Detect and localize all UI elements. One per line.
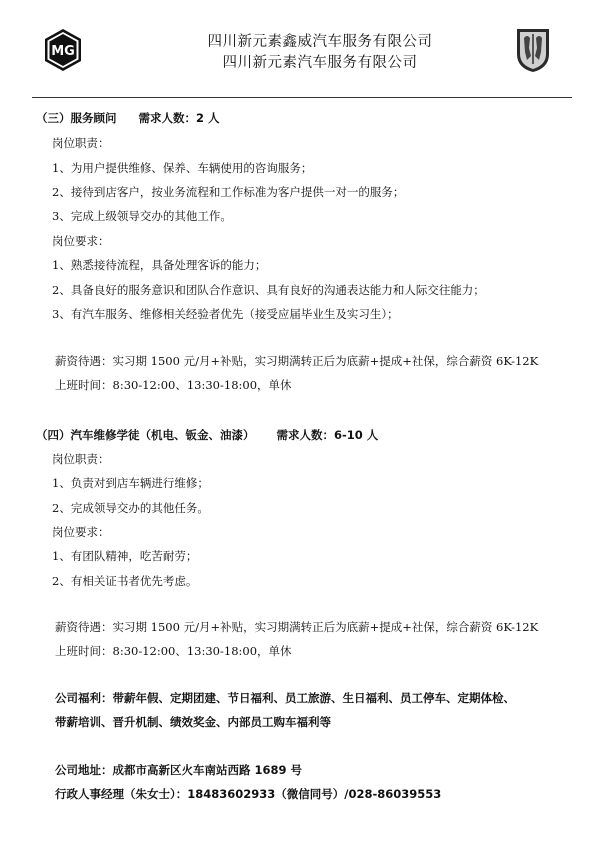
section-4-hours: 上班时间：8:30-12:00、13:30-18:00，单休 — [55, 644, 292, 658]
company-name-1: 四川新元素鑫威汽车服务有限公司 — [207, 34, 433, 50]
section-3-heading — [36, 110, 220, 126]
section-3-req-3: 3、有汽车服务、维修相关经验者优先（接受应届毕业生及实习生）； — [52, 307, 399, 321]
section-3-req-label: 岗位要求： — [52, 234, 110, 248]
section-3-duty-3: 3、完成上级领导交办的其他工作。 — [52, 209, 232, 223]
section-3-demand: 需求人数：2 人 — [138, 111, 220, 125]
company-address: 公司地址：成都市高新区火车南站西路 1689 号 — [55, 763, 303, 777]
section-4-duty-1: 1、负责对到店车辆进行维修； — [52, 476, 209, 490]
hr-contact: 行政人事经理（朱女士）：18483602933（微信同号）/028-86039553 — [55, 787, 442, 801]
section-3-duty-2: 2、接待到店客户，按业务流程和工作标准为客户提供一对一的服务； — [52, 185, 405, 199]
mg-logo-text: MG — [51, 44, 75, 59]
section-4-req-2: 2、有相关证书者优先考虑。 — [52, 574, 198, 588]
section-4-duty-2: 2、完成领导交办的其他任务。 — [52, 501, 209, 515]
section-4-heading — [36, 427, 378, 443]
header-divider — [32, 97, 572, 98]
section-3-title: （三）服务顾问 — [36, 111, 117, 125]
mg-logo — [40, 27, 86, 73]
company-name-2: 四川新元素汽车服务有限公司 — [222, 55, 418, 71]
section-3-salary: 薪资待遇：实习期 1500 元/月+补贴，实习期满转正后为底薪+提成+社保，综合薪资 6K-12K — [55, 354, 539, 368]
section-4-req-label: 岗位要求： — [52, 525, 110, 539]
section-3-req-1: 1、熟悉接待流程，具备处理客诉的能力； — [52, 258, 267, 272]
page-header — [0, 0, 601, 100]
section-4-salary: 薪资待遇：实习期 1500 元/月+补贴，实习期满转正后为底薪+提成+社保，综合薪资 6K-12K — [55, 620, 539, 634]
section-4-demand: 需求人数：6-10 人 — [276, 428, 379, 442]
section-4-req-1: 1、有团队精神，吃苦耐劳； — [52, 549, 198, 563]
section-3-duty-1: 1、为用户提供维修、保养、车辆使用的咨询服务； — [52, 161, 313, 175]
section-3-duty-label: 岗位职责： — [52, 136, 110, 150]
section-4-title: （四）汽车维修学徒（机电、钣金、油漆） — [36, 428, 255, 442]
roewe-lion-logo — [513, 26, 553, 74]
welfare-line-2: 带薪培训、晋升机制、绩效奖金、内部员工购车福利等 — [55, 715, 331, 729]
section-4-duty-label: 岗位职责： — [52, 452, 110, 466]
welfare-line-1: 公司福利：带薪年假、定期团建、节日福利、员工旅游、生日福利、员工停车、定期体检、 — [55, 691, 515, 705]
section-3-req-2: 2、具备良好的服务意识和团队合作意识、具有良好的沟通表达能力和人际交往能力； — [52, 283, 485, 297]
section-3-hours: 上班时间：8:30-12:00、13:30-18:00，单休 — [55, 378, 292, 392]
